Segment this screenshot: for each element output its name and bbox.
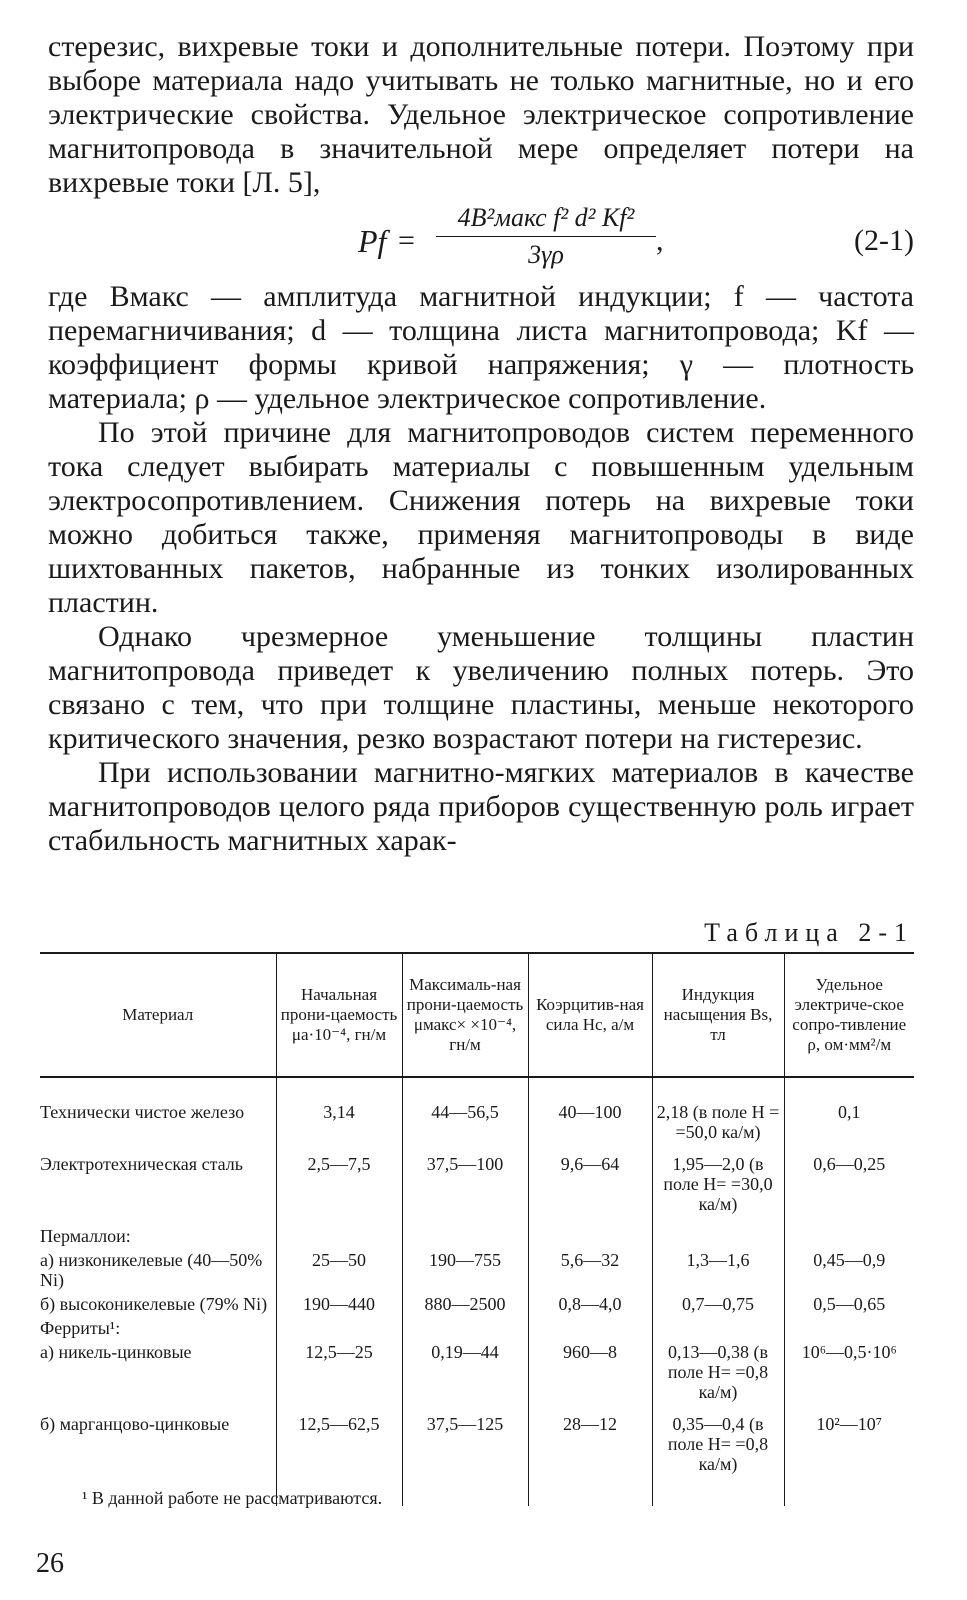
cell-material: а) никель-цинковые <box>40 1342 192 1362</box>
cell-mu-a: 2,5—7,5 <box>276 1152 402 1216</box>
cell-hc: 40—100 <box>528 1100 652 1144</box>
table-header-row <box>40 953 914 1077</box>
cell-bs: 0,35—0,4 (в поле H= =0,8 ка/м) <box>652 1412 784 1476</box>
paragraph-1: стерезис, вихревые токи и дополнительные потери. Поэтому при выборе материала надо учитывать не только магнитные, но и его электрические свойства. Удельное электрическое сопротивление магнитопровода в значительной мере определяет потери на вихревые токи [Л. 5], <box>48 30 914 199</box>
paragraph-2: где Bмакс — амплитуда магнитной индукции; f — частота перемагничивания; d — толщина листа магнитопровода; Kf — коэффициент формы кривой напряжения; γ — плотность материала; ρ — удельное электрическое сопротивление. <box>48 280 914 415</box>
cell-hc: 0,8—4,0 <box>528 1292 652 1316</box>
table-row-group-heading <box>40 1316 914 1340</box>
cell-bs: 1,3—1,6 <box>652 1248 784 1292</box>
cell-rho: 10⁶—0,5·10⁶ <box>784 1340 914 1404</box>
cell-material: б) марганцово-цинковые <box>40 1414 230 1434</box>
cell-mu-a: 3,14 <box>276 1100 402 1144</box>
header-max-permeability: Максималь-ная прони-цаемость μмакс× ×10⁻⁴, гн/м <box>402 953 528 1077</box>
cell-mu-a: 25—50 <box>276 1248 402 1292</box>
cell-bs: 1,95—2,0 (в поле H= =30,0 ка/м) <box>652 1152 784 1216</box>
table-row <box>40 1100 914 1144</box>
cell-mu-a: 12,5—25 <box>276 1340 402 1404</box>
table-row <box>40 1340 914 1404</box>
cell-material: Электротехническая сталь <box>40 1154 243 1174</box>
cell-mu-max: 190—755 <box>402 1248 528 1292</box>
cell-bs: 2,18 (в поле H = =50,0 ка/м) <box>652 1100 784 1144</box>
cell-hc: 5,6—32 <box>528 1248 652 1292</box>
cell-rho: 0,5—0,65 <box>784 1292 914 1316</box>
paragraph-3: По этой причине для магнитопроводов систем переменного тока следует выбирать материалы с повышенным удельным электросопротивлением. Снижения потерь на вихревые токи можно добиться также, применяя магнитопроводы в виде шихтованных пакетов, набранные из тонких изолированных пластин. <box>48 416 914 619</box>
formula-equals: = <box>398 224 415 257</box>
paragraph-4: Однако чрезмерное уменьшение толщины пластин магнитопровода приведет к увеличению полных потерь. Это связано с тем, что при толщине пластины, меньше некоторого критического значения, резко возрастают потери на гистерезис. <box>48 620 914 755</box>
table-row <box>40 1412 914 1476</box>
formula-number: (2-1) <box>854 224 914 257</box>
header-initial-permeability: Начальная прони-цаемость μа·10⁻⁴, гн/м <box>276 953 402 1077</box>
cell-rho: 10²—10⁷ <box>784 1412 914 1476</box>
cell-mu-max: 44—56,5 <box>402 1100 528 1144</box>
cell-mu-a: 12,5—62,5 <box>276 1412 402 1476</box>
header-material: Материал <box>40 953 276 1077</box>
cell-mu-max: 37,5—100 <box>402 1152 528 1216</box>
cell-mu-a: 190—440 <box>276 1292 402 1316</box>
formula-numerator: 4B²макс f² d² Kf² <box>436 200 656 237</box>
table-caption: Таблица 2-1 <box>704 918 914 947</box>
table-row-group-heading <box>40 1224 914 1248</box>
header-saturation-induction: Индукция насыщения Bs, тл <box>652 953 784 1077</box>
cell-material: Технически чистое железо <box>40 1102 245 1122</box>
cell-mu-max: 880—2500 <box>402 1292 528 1316</box>
formula-fraction <box>436 200 656 273</box>
header-resistivity: Удельное электриче-ское сопро-тивление ρ, ом·мм²/м <box>784 953 914 1077</box>
cell-bs: 0,13—0,38 (в поле H= =0,8 ка/м) <box>652 1340 784 1404</box>
footnote: ¹ В данной работе не рассматриваются. <box>82 1488 383 1508</box>
materials-table <box>40 952 914 1506</box>
formula-denominator: 3γρ <box>528 240 564 269</box>
cell-hc: 960—8 <box>528 1340 652 1404</box>
cell-group-permalloy: Пермаллои: <box>40 1226 131 1246</box>
table-row <box>40 1152 914 1216</box>
cell-bs: 0,7—0,75 <box>652 1292 784 1316</box>
formula-comma: , <box>656 224 664 257</box>
formula-2-1 <box>48 200 914 280</box>
cell-material: б) высоконикелевые (79% Ni) <box>40 1294 268 1314</box>
cell-mu-max: 0,19—44 <box>402 1340 528 1404</box>
cell-rho: 0,45—0,9 <box>784 1248 914 1292</box>
header-coercive-force: Коэрцитив-ная сила Hc, а/м <box>528 953 652 1077</box>
table-row <box>40 1248 914 1292</box>
cell-hc: 9,6—64 <box>528 1152 652 1216</box>
cell-material: а) низконикелевые (40—50% Ni) <box>40 1250 263 1290</box>
table-row <box>40 1292 914 1316</box>
formula-lhs: Pf <box>358 223 387 259</box>
cell-rho: 0,1 <box>784 1100 914 1144</box>
cell-group-ferrites: Ферриты¹: <box>40 1318 121 1338</box>
page-number: 26 <box>36 1548 64 1579</box>
cell-mu-max: 37,5—125 <box>402 1412 528 1476</box>
body-text <box>48 30 914 858</box>
paragraph-5: При использовании магнитно-мягких материалов в качестве магнитопроводов целого ряда приборов существенную роль играет стабильность магнитных харак- <box>48 756 914 857</box>
cell-hc: 28—12 <box>528 1412 652 1476</box>
cell-rho: 0,6—0,25 <box>784 1152 914 1216</box>
